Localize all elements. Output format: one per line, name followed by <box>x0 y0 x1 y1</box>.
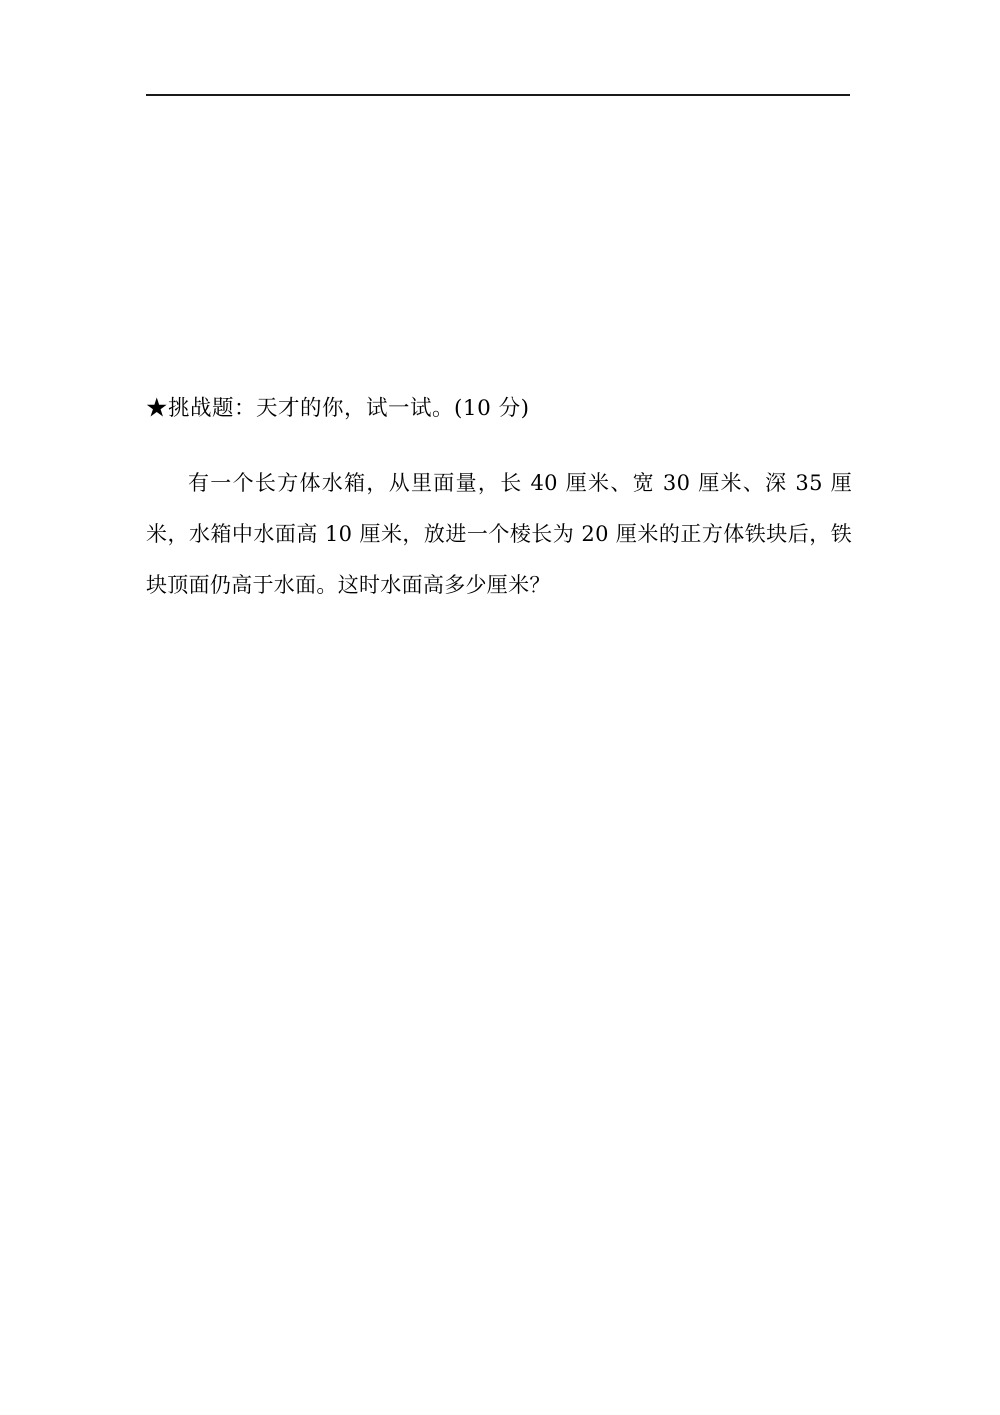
challenge-section <box>146 398 852 612</box>
header-divider <box>146 94 850 96</box>
challenge-heading: ★挑战题：天才的你，试一试。(10 分) <box>146 396 530 421</box>
challenge-problem-text: 有一个长方体水箱，从里面量，长 40 厘米、宽 30 厘米、深 35 厘米，水箱中水面高 10 厘米，放进一个棱长为 20 厘米的正方体铁块后，铁块顶面仍高于水面。这时水面高多少厘米？ <box>146 470 852 598</box>
